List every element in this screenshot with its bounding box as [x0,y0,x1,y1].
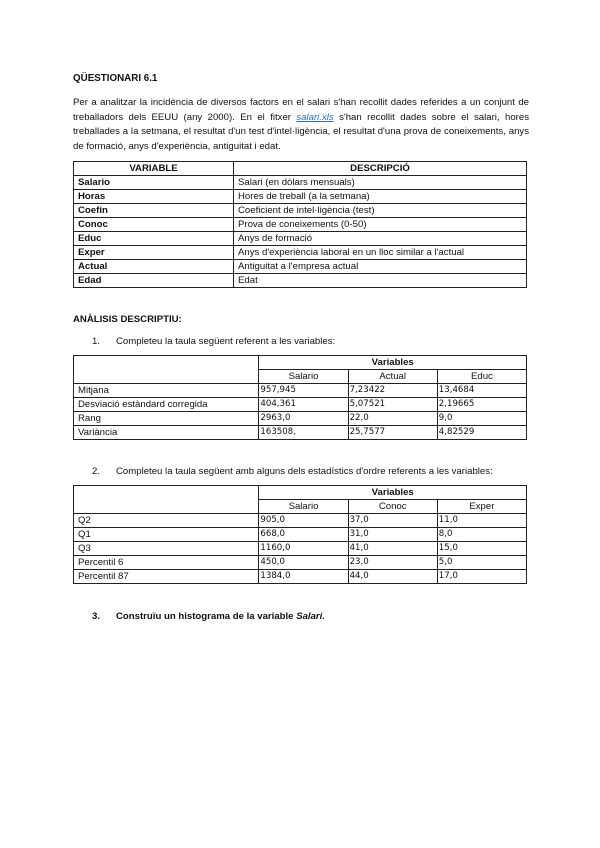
answer-cell[interactable]: 37,0 [348,514,437,528]
variable-description: Coeficient de intel·ligència (test) [234,204,527,218]
table-row [74,412,527,426]
answer-cell[interactable]: 23,0 [348,556,437,570]
column-header-row [74,370,527,384]
empty-cell [74,486,259,500]
table-header-row [74,162,527,176]
answer-cell[interactable]: 668,0 [259,528,348,542]
question-number: 2. [92,466,101,477]
question-text: Completeu la taula següent referent a les variables: [116,336,336,347]
group-header-row [74,356,527,370]
row-label: Percentil 87 [74,570,259,584]
descriptive-stats-table [73,355,527,440]
table-row [74,570,527,584]
file-link[interactable]: salari.xls [296,111,334,123]
variable-description: Edat [234,274,527,288]
table-row [74,218,527,232]
question-number: 1. [92,336,101,347]
answer-cell[interactable]: 5,0 [437,556,526,570]
answer-cell[interactable]: 2,19665 [437,398,526,412]
intro-text-1: Per a analitzar la incidència de diversos factors en el salari s'han recollit dades referides a un conjunt de treballadors dels EEUU (any 2000). En el fitxer [73,97,529,123]
question-text: Construïu un histograma de la variable [116,611,297,622]
answer-cell[interactable]: 17,0 [437,570,526,584]
table-row [74,542,527,556]
question-2 [92,466,493,477]
table-row [74,176,527,190]
answer-cell[interactable]: 44,0 [348,570,437,584]
variable-description: Antiguitat a l'empresa actual [234,260,527,274]
variable-description: Anys de formació [234,232,527,246]
group-header: Variables [259,356,527,370]
variable-name: Actual [74,260,234,274]
column-header: Exper [437,500,526,514]
answer-cell[interactable]: 41,0 [348,542,437,556]
answer-cell[interactable]: 22,0 [348,412,437,426]
variable-name: Edad [74,274,234,288]
empty-cell [74,356,259,370]
page-title: QÜESTIONARI 6.1 [73,73,158,84]
variable-name: Exper [74,246,234,260]
answer-cell[interactable]: 13,4684 [437,384,526,398]
variables-table [73,161,527,288]
answer-cell[interactable]: 2963,0 [259,412,348,426]
group-header: Variables [259,486,527,500]
row-label: Variància [74,426,259,440]
column-header: Actual [348,370,437,384]
answer-cell[interactable]: 7,23422 [348,384,437,398]
column-header: Conoc [348,500,437,514]
row-label: Percentil 6 [74,556,259,570]
answer-cell[interactable]: 450,0 [259,556,348,570]
answer-cell[interactable]: 905,0 [259,514,348,528]
column-header-row [74,500,527,514]
column-header: Salario [259,370,348,384]
header-description: DESCRIPCIÓ [234,162,527,176]
row-label: Q2 [74,514,259,528]
question-variable: Salari. [296,611,325,622]
table-row [74,246,527,260]
intro-text-2: s'han recollit dades sobre el salari, hores treballades a la setmana, el resultat d'un test d'intel·ligència, el resultat d'una prova de coneixements, anys de formació, anys d'experiència, antiguitat i edat. [73,111,529,152]
answer-cell[interactable]: 15,0 [437,542,526,556]
row-label: Q3 [74,542,259,556]
answer-cell[interactable]: 404,361 [259,398,348,412]
variable-description: Hores de treball (a la setmana) [234,190,527,204]
answer-cell[interactable]: 8,0 [437,528,526,542]
table-row [74,528,527,542]
question-number: 3. [92,611,101,622]
order-stats-table [73,485,527,584]
variable-description: Anys d'experiència laboral en un lloc similar a l'actual [234,246,527,260]
variable-name: Horas [74,190,234,204]
answer-cell[interactable]: 957,945 [259,384,348,398]
answer-cell[interactable]: 25,7577 [348,426,437,440]
group-header-row [74,486,527,500]
table-row [74,514,527,528]
empty-cell [74,370,259,384]
answer-cell[interactable]: 1160,0 [259,542,348,556]
row-label: Mitjana [74,384,259,398]
table-row [74,384,527,398]
answer-cell[interactable]: 163508, [259,426,348,440]
variable-name: Conoc [74,218,234,232]
table-row [74,274,527,288]
answer-cell[interactable]: 4,82529 [437,426,526,440]
answer-cell[interactable]: 5,07521 [348,398,437,412]
variable-description: Prova de coneixements (0-50) [234,218,527,232]
table-row [74,232,527,246]
empty-cell [74,500,259,514]
answer-cell[interactable]: 11,0 [437,514,526,528]
column-header: Salario [259,500,348,514]
answer-cell[interactable]: 9,0 [437,412,526,426]
answer-cell[interactable]: 1384,0 [259,570,348,584]
row-label: Rang [74,412,259,426]
row-label: Desviació estàndard corregida [74,398,259,412]
table-row [74,260,527,274]
table-row [74,426,527,440]
section-heading: ANÀLISIS DESCRIPTIU: [73,314,182,325]
variable-name: Coefin [74,204,234,218]
column-header: Educ [437,370,526,384]
intro-paragraph [73,96,529,154]
question-1 [92,336,335,347]
answer-cell[interactable]: 31,0 [348,528,437,542]
question-text: Completeu la taula següent amb alguns dels estadístics d'ordre referents a les variables: [116,466,493,477]
row-label: Q1 [74,528,259,542]
header-variable: VARIABLE [74,162,234,176]
table-row [74,204,527,218]
question-3 [92,611,325,622]
table-row [74,398,527,412]
table-row [74,556,527,570]
variable-name: Educ [74,232,234,246]
variable-name: Salario [74,176,234,190]
table-row [74,190,527,204]
variable-description: Salari (en dòlars mensuals) [234,176,527,190]
